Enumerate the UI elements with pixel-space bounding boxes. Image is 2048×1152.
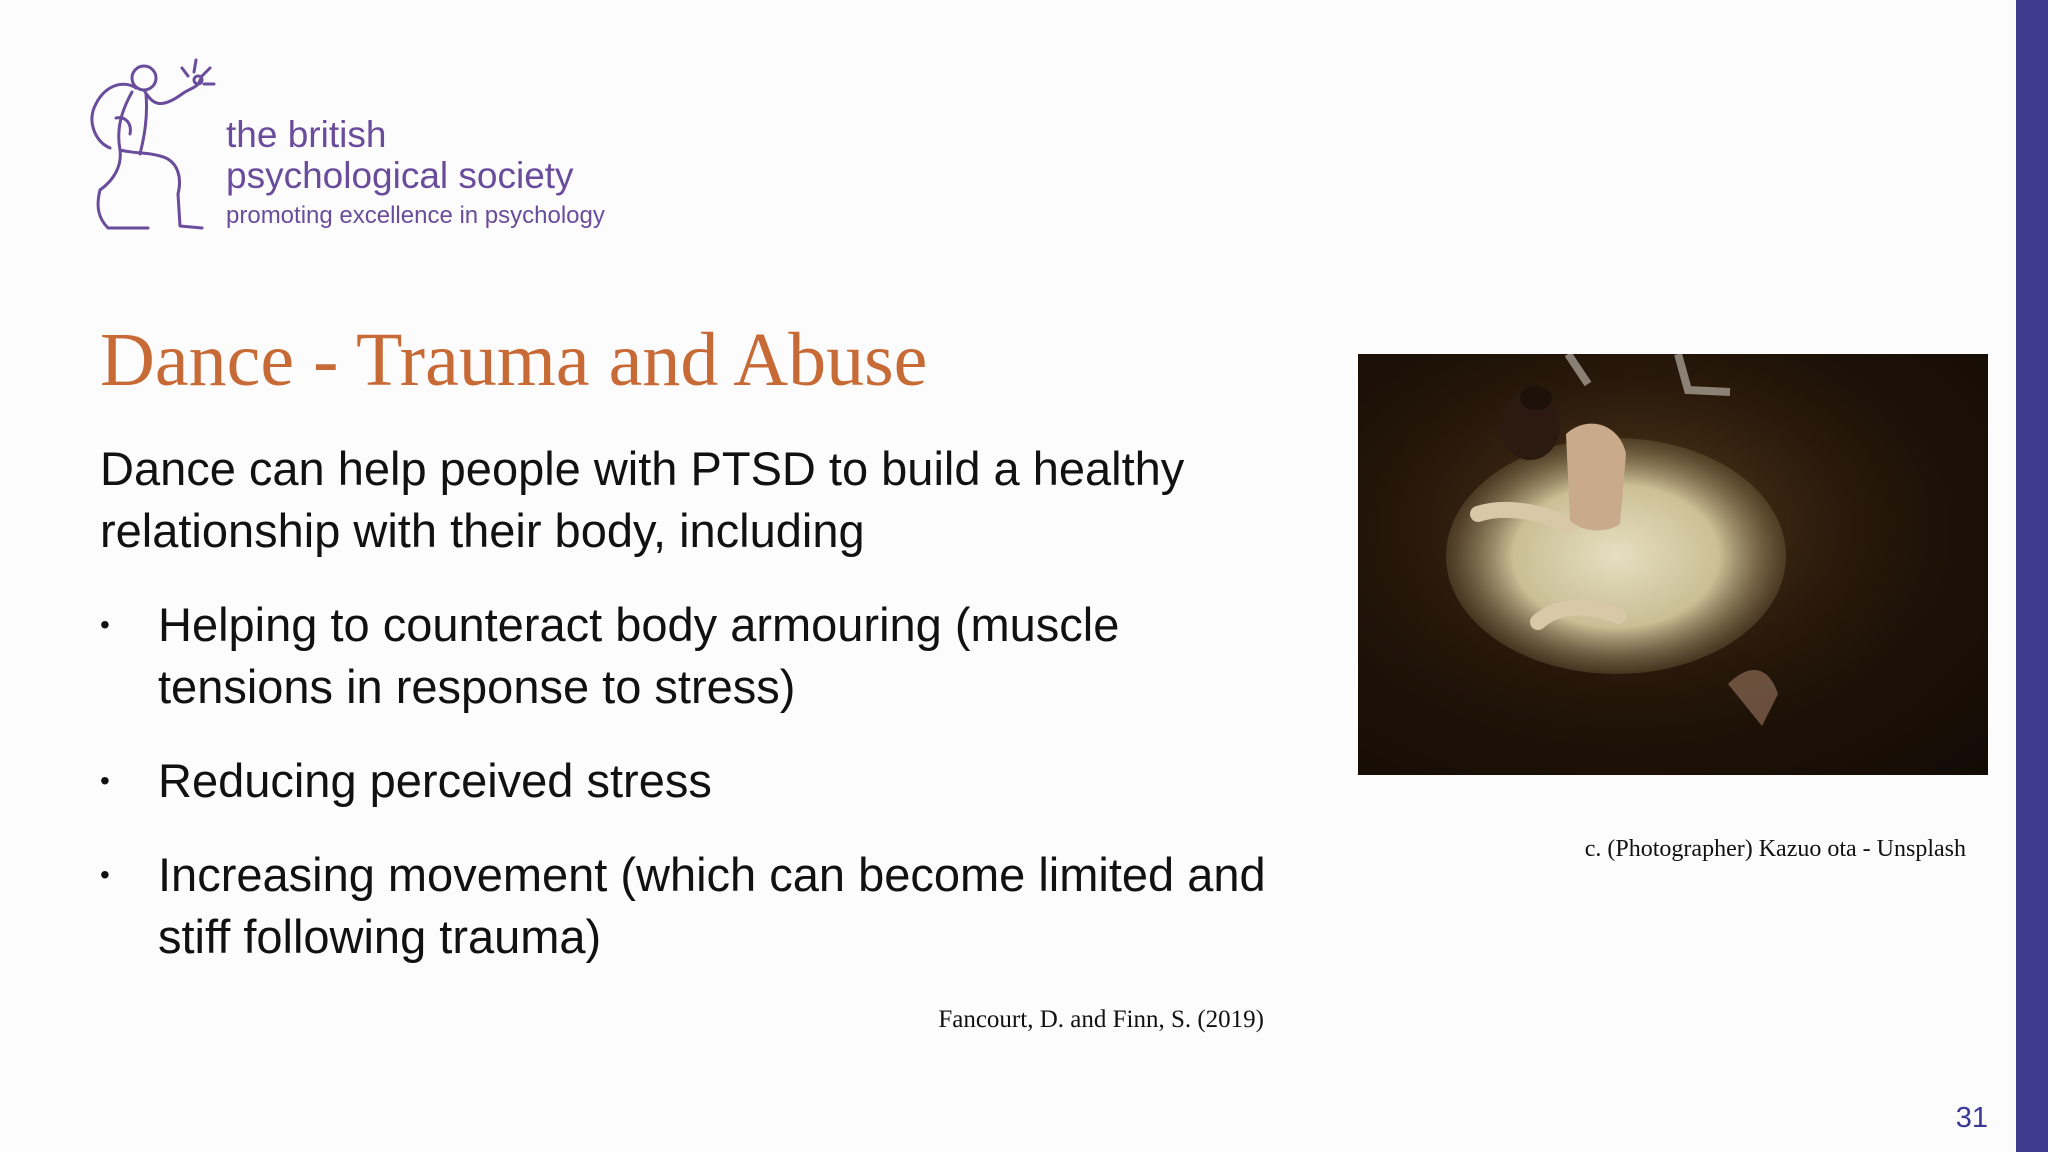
slide-title: Dance - Trauma and Abuse [100, 318, 928, 402]
reference-citation: Fancourt, D. and Finn, S. (2019) [938, 1006, 1264, 1033]
bullet-text: Increasing movement (which can become limited and stiff following trauma) [158, 848, 1266, 963]
logo-emblem-icon [86, 58, 216, 238]
bullet-dot: • [100, 609, 110, 640]
logo-name-line1: the british [226, 114, 387, 155]
side-accent-bar [2016, 0, 2048, 1152]
logo-name-line2: psychological society [226, 155, 574, 196]
ballerina-photo [1358, 354, 1988, 775]
bullet-item [100, 594, 1280, 718]
bullet-dot: • [100, 859, 110, 890]
bps-logo [86, 58, 646, 248]
bullet-list [100, 594, 1280, 968]
logo-text [226, 114, 605, 234]
bullet-text: Helping to counteract body armouring (muscle tensions in response to stress) [158, 598, 1120, 713]
bullet-item [100, 750, 1280, 812]
logo-tagline: promoting excellence in psychology [226, 202, 605, 229]
bullet-dot: • [100, 765, 110, 796]
bullet-text: Reducing perceived stress [158, 754, 712, 807]
page-number: 31 [1955, 1102, 1988, 1134]
bullet-item [100, 844, 1280, 968]
photo-credit: c. (Photographer) Kazuo ota - Unsplash [1584, 836, 1966, 862]
intro-text: Dance can help people with PTSD to build a healthy relationship with their body, including [100, 442, 1185, 557]
